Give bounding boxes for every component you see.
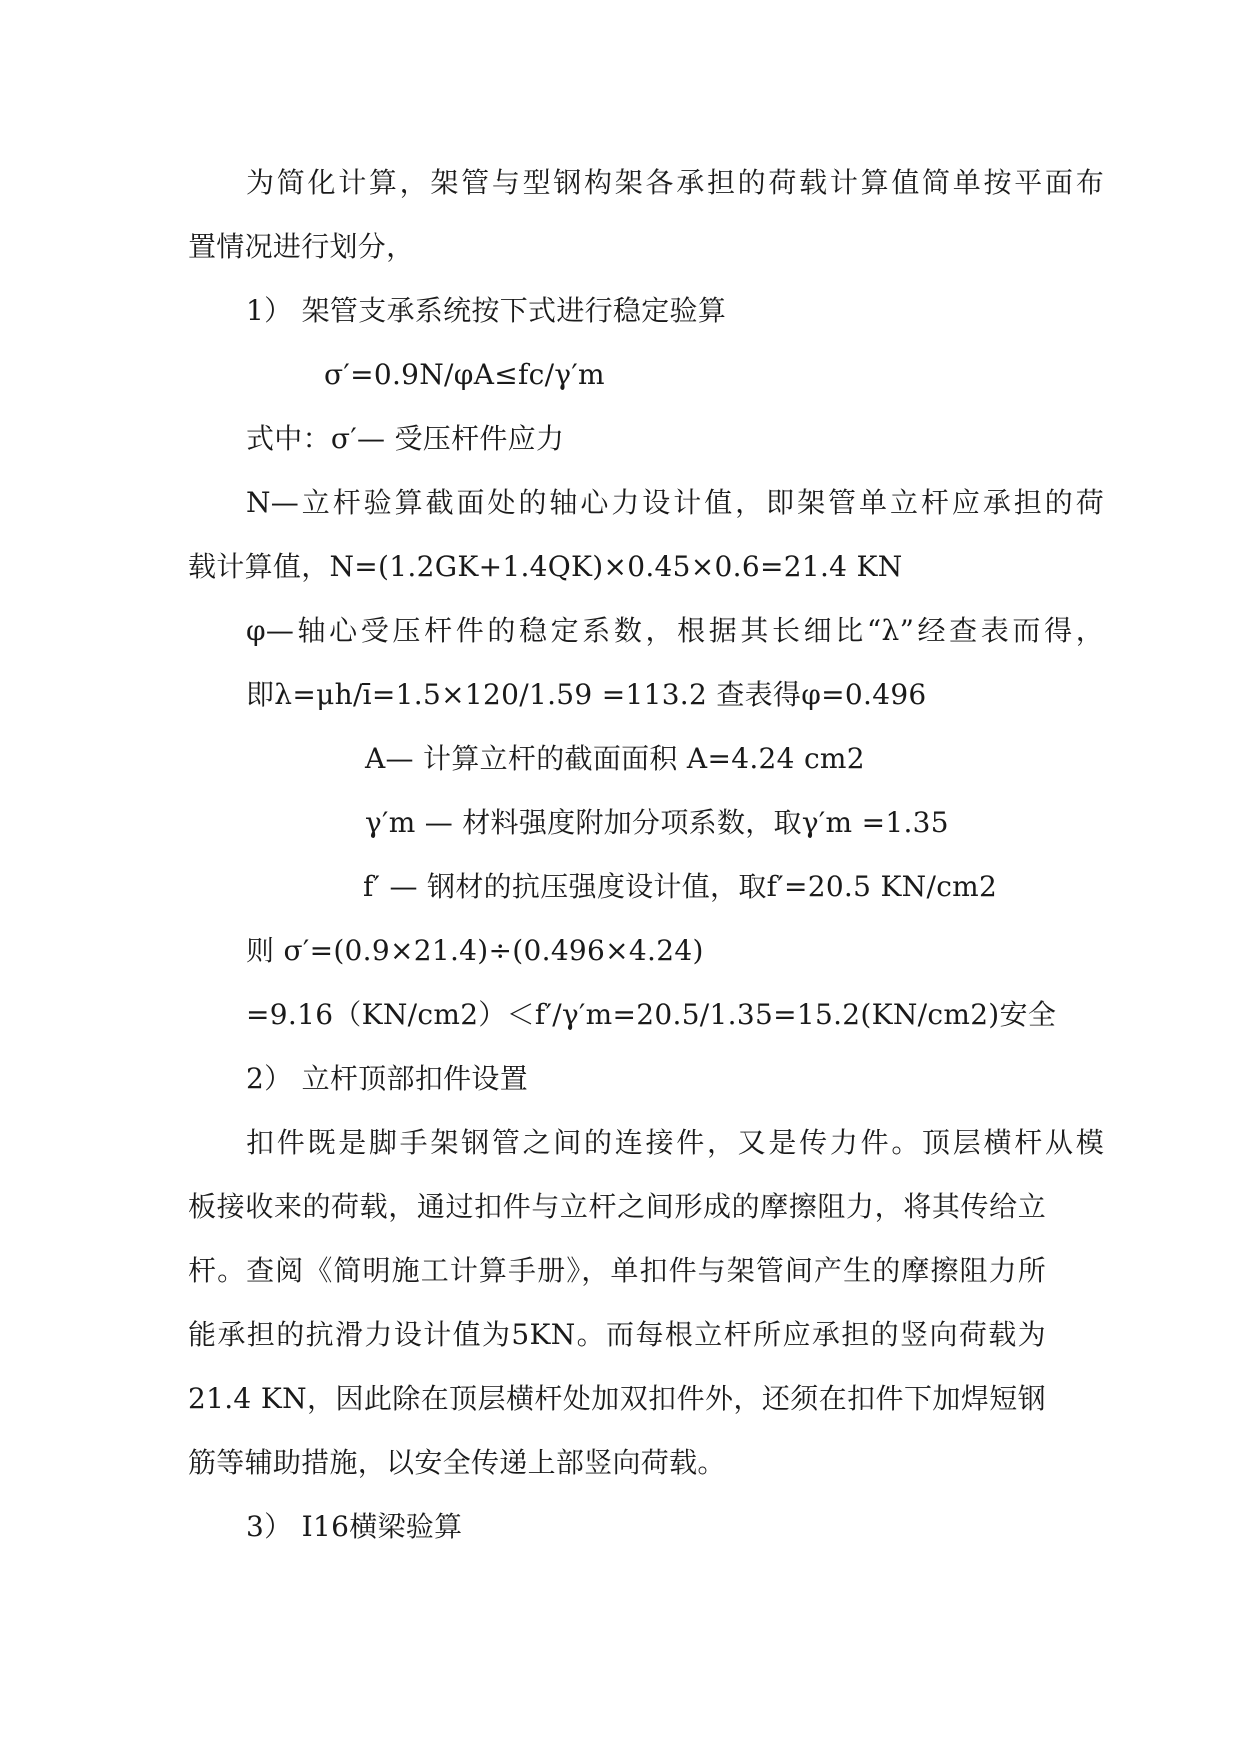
paragraph-line-1: 为简化计算，架管与型钢构架各承担的荷载计算值简单按平面布 xyxy=(246,166,1104,199)
definition-gamma: γ′m — 材料强度附加分项系数，取γ′m =1.35 xyxy=(365,806,949,839)
formula-stability: σ′=0.9Ν/φΑ≤fc/γ′m xyxy=(324,358,605,391)
calculation-step-2: =9.16（KN/cm2）＜f′/γ′m=20.5/1.35=15.2(KN/cm2)安全 xyxy=(246,998,1057,1031)
paragraph-line-2: 置情况进行划分， xyxy=(188,230,415,263)
section-heading-3: 3） I16横梁验算 xyxy=(246,1510,463,1543)
paragraph-fastener-line-6: 筋等辅助措施，以安全传递上部竖向荷载。 xyxy=(188,1446,726,1479)
paragraph-fastener-line-5: 21.4 KN，因此除在顶层横杆处加双扣件外，还须在扣件下加焊短钢 xyxy=(188,1382,1046,1415)
paragraph-fastener-line-3: 杆。查阅《简明施工计算手册》，单扣件与架管间产生的摩擦阻力所 xyxy=(188,1254,1046,1287)
section-heading-1: 1） 架管支承系统按下式进行稳定验算 xyxy=(246,294,727,327)
paragraph-fastener-line-4: 能承担的抗滑力设计值为5KN。而每根立杆所应承担的竖向荷载为 xyxy=(188,1318,1046,1351)
paragraph-fastener-line-2: 板接收来的荷载，通过扣件与立杆之间形成的摩擦阻力，将其传给立 xyxy=(188,1190,1046,1223)
definition-phi-line-1: φ—轴心受压杆件的稳定系数，根据其长细比“λ”经查表而得， xyxy=(246,614,1104,647)
definition-n-line-1: Ν—立杆验算截面处的轴心力设计值，即架管单立杆应承担的荷 xyxy=(246,486,1104,519)
definition-n-line-2: 载计算值，Ν=(1.2GK+1.4QK)×0.45×0.6=21.4 KN xyxy=(188,550,903,583)
definition-sigma: 式中：σ′— 受压杆件应力 xyxy=(246,422,565,455)
definition-f: f′ — 钢材的抗压强度设计值，取f′=20.5 KN/cm2 xyxy=(363,870,998,903)
definition-area: Α— 计算立杆的截面面积 Α=4.24 cm2 xyxy=(365,742,865,775)
paragraph-fastener-line-1: 扣件既是脚手架钢管之间的连接件，又是传力件。顶层横杆从模 xyxy=(246,1126,1104,1159)
calculation-step-1: 则 σ′=(0.9×21.4)÷(0.496×4.24) xyxy=(246,934,704,967)
definition-phi-line-2: 即λ=μh/ī=1.5×120/1.59 =113.2 查表得φ=0.496 xyxy=(246,678,927,711)
section-heading-2: 2） 立杆顶部扣件设置 xyxy=(246,1062,529,1095)
